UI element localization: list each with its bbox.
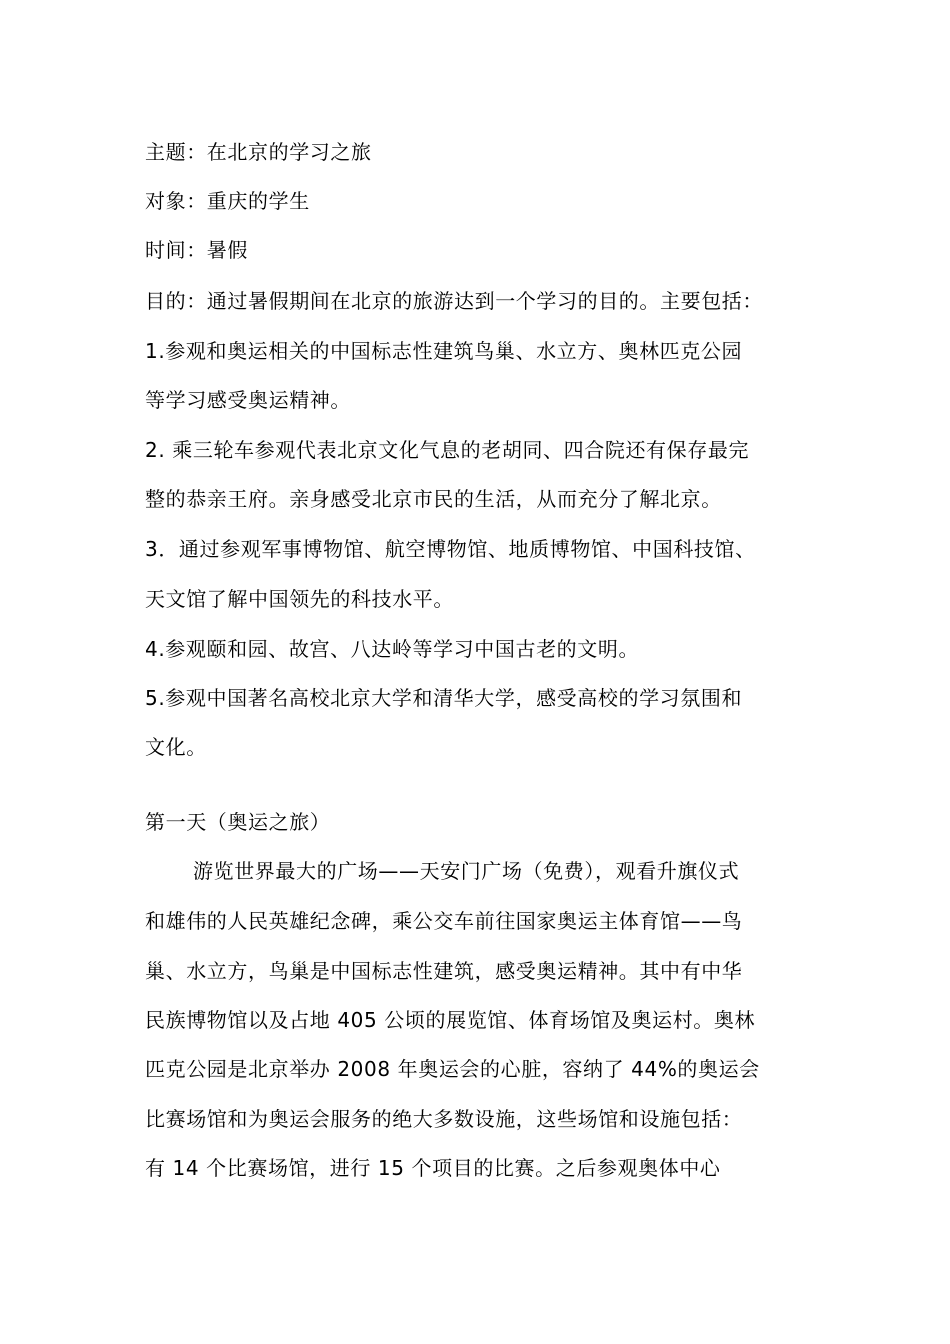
day1-paragraph-line: 巢、水立方，鸟巢是中国标志性建筑，感受奥运精神。其中有中华	[145, 959, 743, 983]
goal-4-line-1: 4.参观颐和园、故宫、八达岭等学习中国古老的文明。	[145, 637, 640, 661]
purpose-line: 目的：通过暑假期间在北京的旅游达到一个学习的目的。主要包括：	[145, 289, 763, 313]
goal-3-line-2: 天文馆了解中国领先的科技水平。	[145, 587, 454, 611]
day1-heading: 第一天（奥运之旅）	[145, 810, 331, 834]
goal-5-line-2: 文化。	[145, 735, 207, 759]
time-line: 时间：暑假	[145, 238, 248, 262]
day1-paragraph-line: 民族博物馆以及占地 405 公顷的展览馆、体育场馆及奥运村。奥林	[145, 1008, 756, 1032]
goal-1-line-2: 等学习感受奥运精神。	[145, 388, 351, 412]
goal-2-line-1: 2. 乘三轮车参观代表北京文化气息的老胡同、四合院还有保存最完	[145, 438, 750, 462]
audience-line: 对象：重庆的学生	[145, 189, 310, 213]
goal-1-line-1: 1.参观和奥运相关的中国标志性建筑鸟巢、水立方、奥林匹克公园	[145, 339, 743, 363]
day1-paragraph-line: 和雄伟的人民英雄纪念碑，乘公交车前往国家奥运主体育馆——鸟	[145, 909, 743, 933]
goal-2-line-2: 整的恭亲王府。亲身感受北京市民的生活，从而充分了解北京。	[145, 487, 722, 511]
day1-paragraph-line: 匹克公园是北京举办 2008 年奥运会的心脏，容纳了 44%的奥运会	[145, 1057, 760, 1081]
day1-paragraph-line: 比赛场馆和为奥运会服务的绝大多数设施，这些场馆和设施包括：	[145, 1107, 743, 1131]
theme-line: 主题：在北京的学习之旅	[145, 140, 372, 164]
day1-paragraph-line: 有 14 个比赛场馆，进行 15 个项目的比赛。之后参观奥体中心	[145, 1156, 721, 1180]
goal-5-line-1: 5.参观中国著名高校北京大学和清华大学，感受高校的学习氛围和	[145, 686, 743, 710]
goal-3-line-1: 3．通过参观军事博物馆、航空博物馆、地质博物馆、中国科技馆、	[145, 537, 756, 561]
day1-paragraph-line: 游览世界最大的广场——天安门广场（免费），观看升旗仪式	[193, 859, 740, 883]
